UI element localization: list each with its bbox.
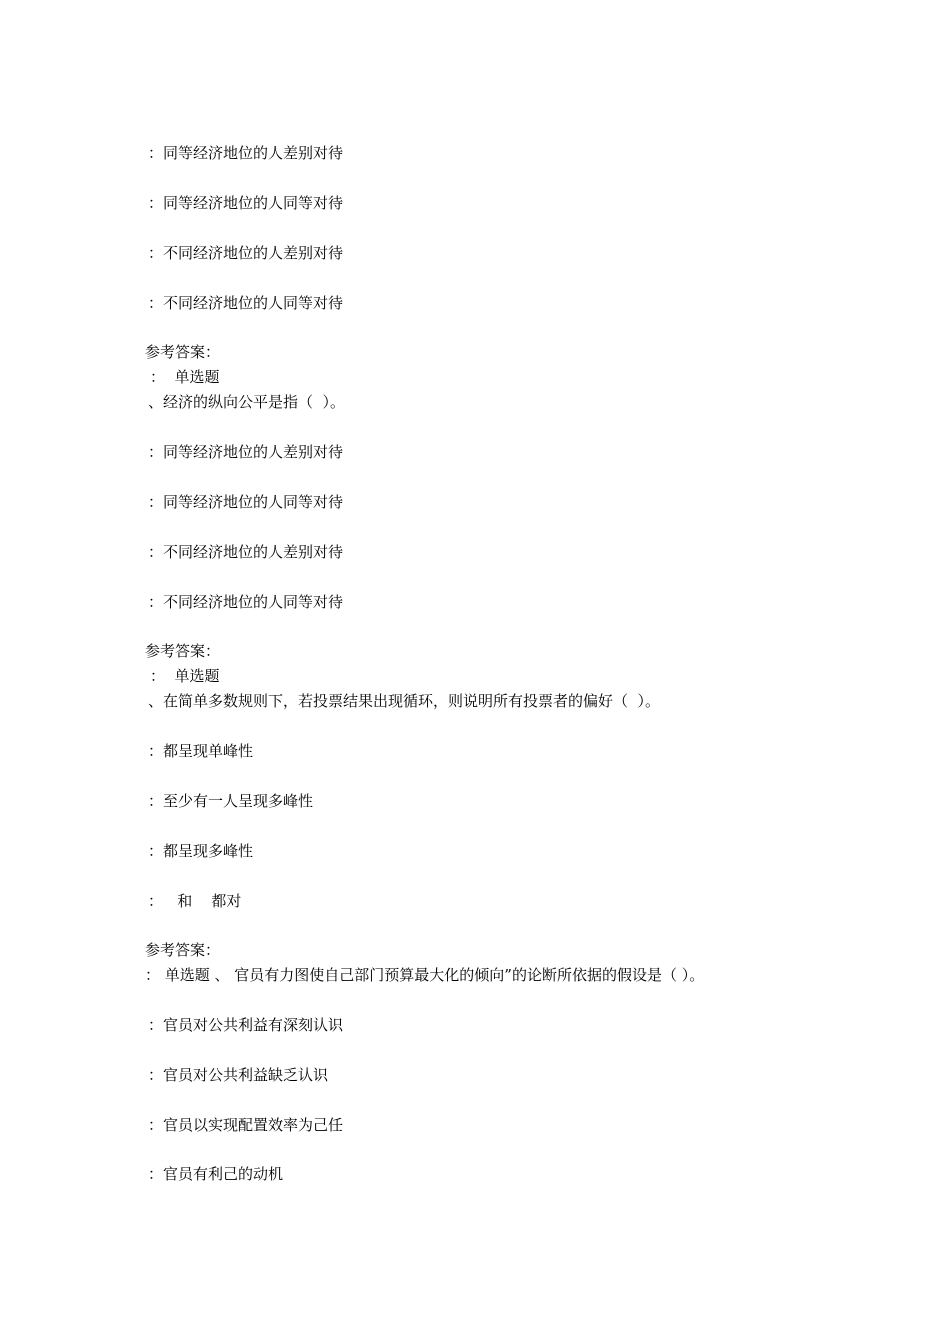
option-a: ：官员对公共利益有深刻认识	[148, 1016, 344, 1034]
question-text: 、经济的纵向公平是指（ ）。	[148, 393, 346, 411]
option-d: ： 和 都对	[148, 892, 242, 910]
option-c: ：不同经济地位的人差别对待	[148, 543, 344, 561]
answer-label: 参考答案：	[145, 343, 221, 361]
answer-label: 参考答案：	[145, 941, 221, 959]
option-a: ：都呈现单峰性	[148, 742, 254, 760]
option-b: ：官员对公共利益缺乏认识	[148, 1066, 329, 1084]
question-type-and-text: ： 单选题 、 官员有力图使自己部门预算最大化的倾向”的论断所依据的假设是（ ）。	[145, 966, 705, 984]
question-type: ： 单选题	[150, 667, 220, 685]
answer-label: 参考答案：	[145, 642, 221, 660]
option-c: ：不同经济地位的人差别对待	[148, 244, 344, 262]
question-text: 、在简单多数规则下，若投票结果出现循环，则说明所有投票者的偏好（ ）。	[148, 692, 661, 710]
option-c: ：官员以实现配置效率为己任	[148, 1116, 344, 1134]
question-type: ： 单选题	[150, 368, 220, 386]
option-b: ：同等经济地位的人同等对待	[148, 194, 344, 212]
option-b: ：同等经济地位的人同等对待	[148, 493, 344, 511]
option-d: ：不同经济地位的人同等对待	[148, 593, 344, 611]
option-b: ：至少有一人呈现多峰性	[148, 792, 314, 810]
option-a: ：同等经济地位的人差别对待	[148, 443, 344, 461]
option-d: ：不同经济地位的人同等对待	[148, 294, 344, 312]
option-a: ：同等经济地位的人差别对待	[148, 144, 344, 162]
option-c: ：都呈现多峰性	[148, 842, 254, 860]
option-d: ：官员有利己的动机	[148, 1165, 284, 1183]
